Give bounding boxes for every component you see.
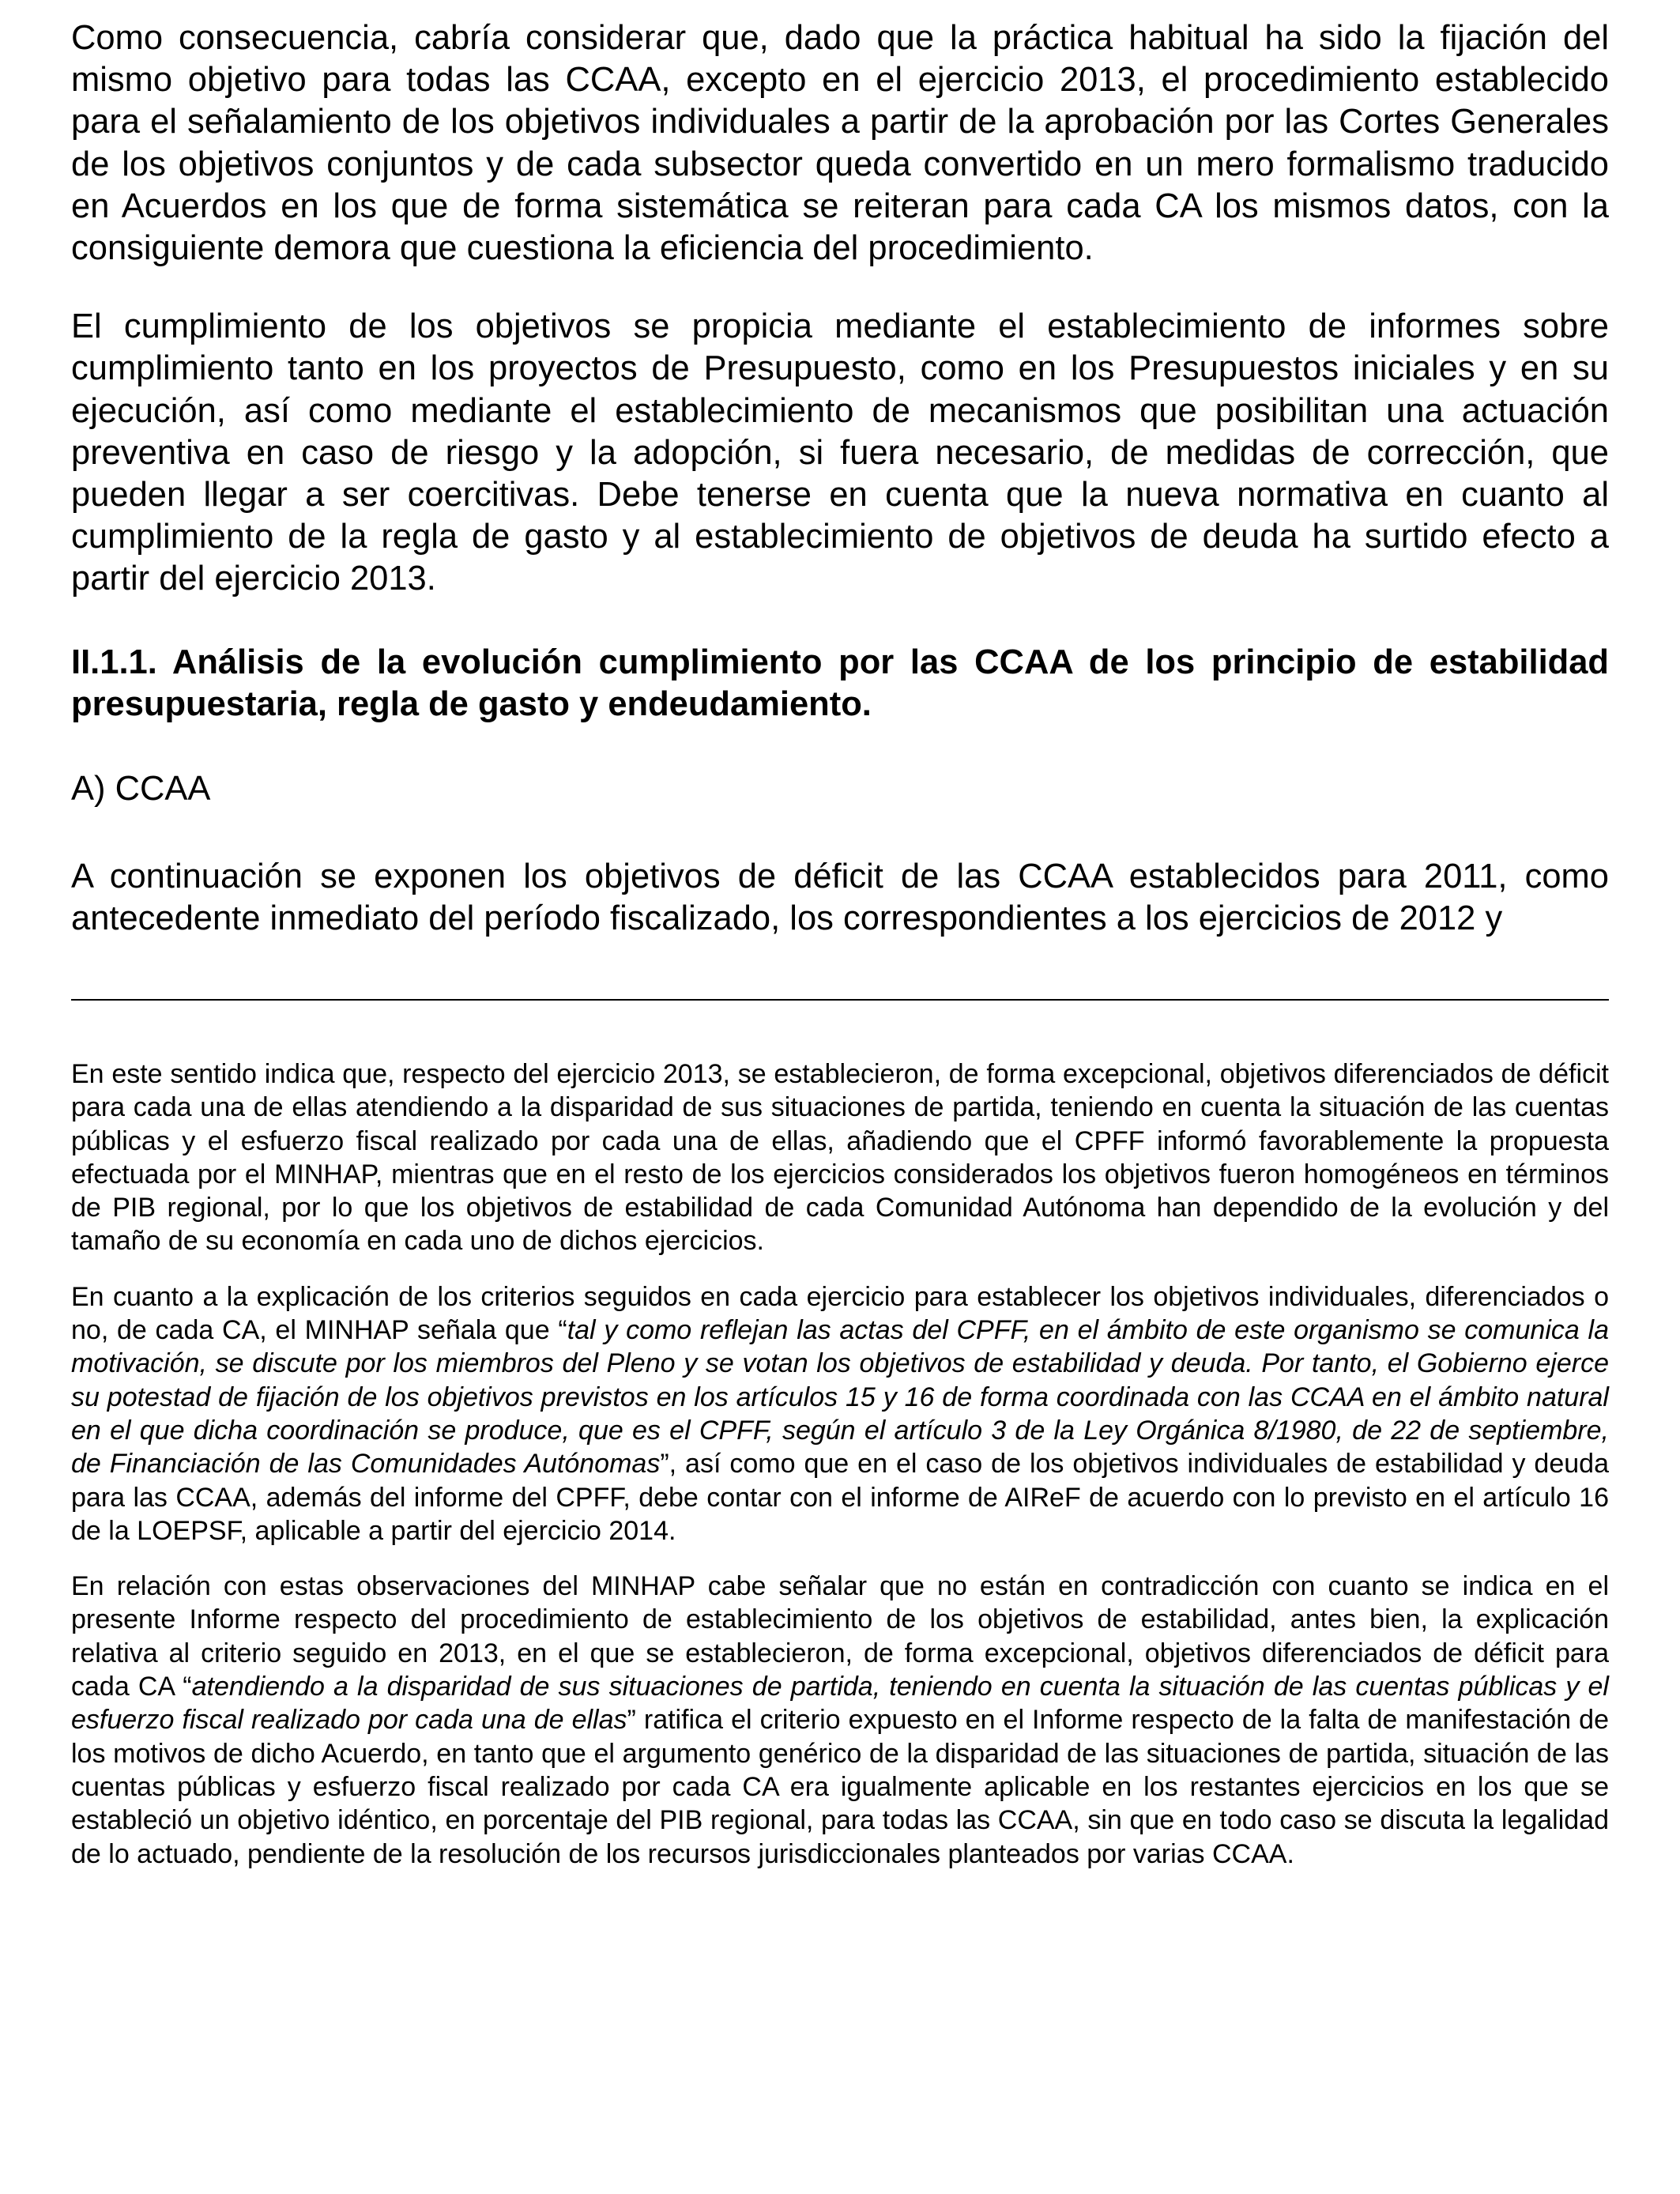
paragraph-consecuencia: Como consecuencia, cabría considerar que, dado que la práctica habitual ha sido la fijación del mismo objetivo para todas las CCAA, excepto en el ejercicio 2013, el procedimiento establecido para el señalamiento de los objetivos individuales a partir de la aprobación por las Cortes Generales de los objetivos conjuntos y de cada subsector queda convertido en un mero formalismo traducido en Acuerdos en los que de forma sistemática se reiteran para cada CA los mismos datos, con la consiguiente demora que cuestiona la eficiencia del procedimiento. <box>71 19 1609 268</box>
footnote-text: ”, así como que en el caso de los objetivos individuales de estabilidad y deuda para las CCAA, además del informe del CPFF, debe contar con el informe de AIReF de acuerdo con lo previsto en el artículo 16 de la LOEPSF, aplicable a partir del ejercicio 2014. <box>71 1449 1609 1546</box>
subsection-heading: A) CCAA <box>71 770 211 809</box>
footnote-quote: tal y como reflejan las actas del CPFF, en el ámbito de este organismo se comunica la motivación, se discute por los miembros del Pleno y se votan los objetivos de estabilidad y deuda. Por tanto, el Gobierno ejerce su potestad de fijación de los objetivos previstos en los artículos 15 y 16 de forma coordinada con las CCAA en el ámbito natural en el que dicha coordinación se produce, que es el CPFF, según el artículo 3 de la Ley Orgánica 8/1980, de 22 de septiembre, de Financiación de las Comunidades Autónomas <box>71 1315 1609 1480</box>
footnote-paragraph <box>71 1280 1609 1547</box>
paragraph-continuacion: A continuación se exponen los objetivos de déficit de las CCAA establecidos para 2011, como antecedente inmediato del período fiscalizado, los correspondientes a los ejercicios de 2012 y <box>71 858 1609 938</box>
footnote-paragraph <box>71 1570 1609 1871</box>
footnote-paragraph: En este sentido indica que, respecto del ejercicio 2013, se establecieron, de forma excepcional, objetivos diferenciados de déficit para cada una de ellas atendiendo a la disparidad de sus situaciones de partida, teniendo en cuenta la situación de las cuentas públicas y el esfuerzo fiscal realizado por cada una de ellas, añadiendo que el CPFF informó favorablemente la propuesta efectuada por el MINHAP, mientras que en el resto de los ejercicios considerados los objetivos fueron homogéneos en términos de PIB regional, por lo que los objetivos de estabilidad de cada Comunidad Autónoma han dependido de la evolución y del tamaño de su economía en cada uno de dichos ejercicios. <box>71 1059 1609 1257</box>
footnote-text: En cuanto a la explicación de los criterios seguidos en cada ejercicio para establecer los objetivos individuales, diferenciados o no, de cada CA, el MINHAP señala que “ <box>71 1281 1609 1346</box>
footnote-quote: atendiendo a la disparidad de sus situaciones de partida, teniendo en cuenta la situación de las cuentas públicas y el esfuerzo fiscal realizado por cada una de ellas <box>71 1672 1609 1736</box>
footnote-divider <box>71 999 1609 1001</box>
footnote-text: En relación con estas observaciones del MINHAP cabe señalar que no están en contradicción con cuanto se indica en el presente Informe respecto del procedimiento de establecimiento de los objetivos de estabilidad, antes bien, la explicación relativa al criterio seguido en 2013, en el que se establecieron, de forma excepcional, objetivos diferenciados de déficit para cada CA “ <box>71 1571 1609 1702</box>
main-text <box>71 17 1609 941</box>
footnotes <box>71 1057 1609 1871</box>
paragraph-cumplimiento: El cumplimiento de los objetivos se propicia mediante el establecimiento de informes sobre cumplimiento tanto en los proyectos de Presupuesto, como en los Presupuestos iniciales y en su ejecución, así como mediante el establecimiento de mecanismos que posibilitan una actuación preventiva en caso de riesgo y la adopción, si fuera necesario, de medidas de corrección, que pueden llegar a ser coercitivas. Debe tenerse en cuenta que la nueva normativa en cuanto al cumplimiento de la regla de gasto y al establecimiento de objetivos de deuda ha surtido efecto a partir del ejercicio 2013. <box>71 307 1609 598</box>
section-heading: II.1.1. Análisis de la evolución cumplimiento por las CCAA de los principio de estabilidad presupuestaria, regla de gasto y endeudamiento. <box>71 643 1609 723</box>
footnote-text: ” ratifica el criterio expuesto en el Informe respecto de la falta de manifestación de los motivos de dicho Acuerdo, en tanto que el argumento genérico de la disparidad de las situaciones de partida, situación de las cuentas públicas y esfuerzo fiscal realizado por cada CA era igualmente aplicable en los restantes ejercicios en los que se estableció un objetivo idéntico, en porcentaje del PIB regional, para todas las CCAA, sin que en todo caso se discuta la legalidad de lo actuado, pendiente de la resolución de los recursos jurisdiccionales planteados por varias CCAA. <box>71 1705 1610 1869</box>
